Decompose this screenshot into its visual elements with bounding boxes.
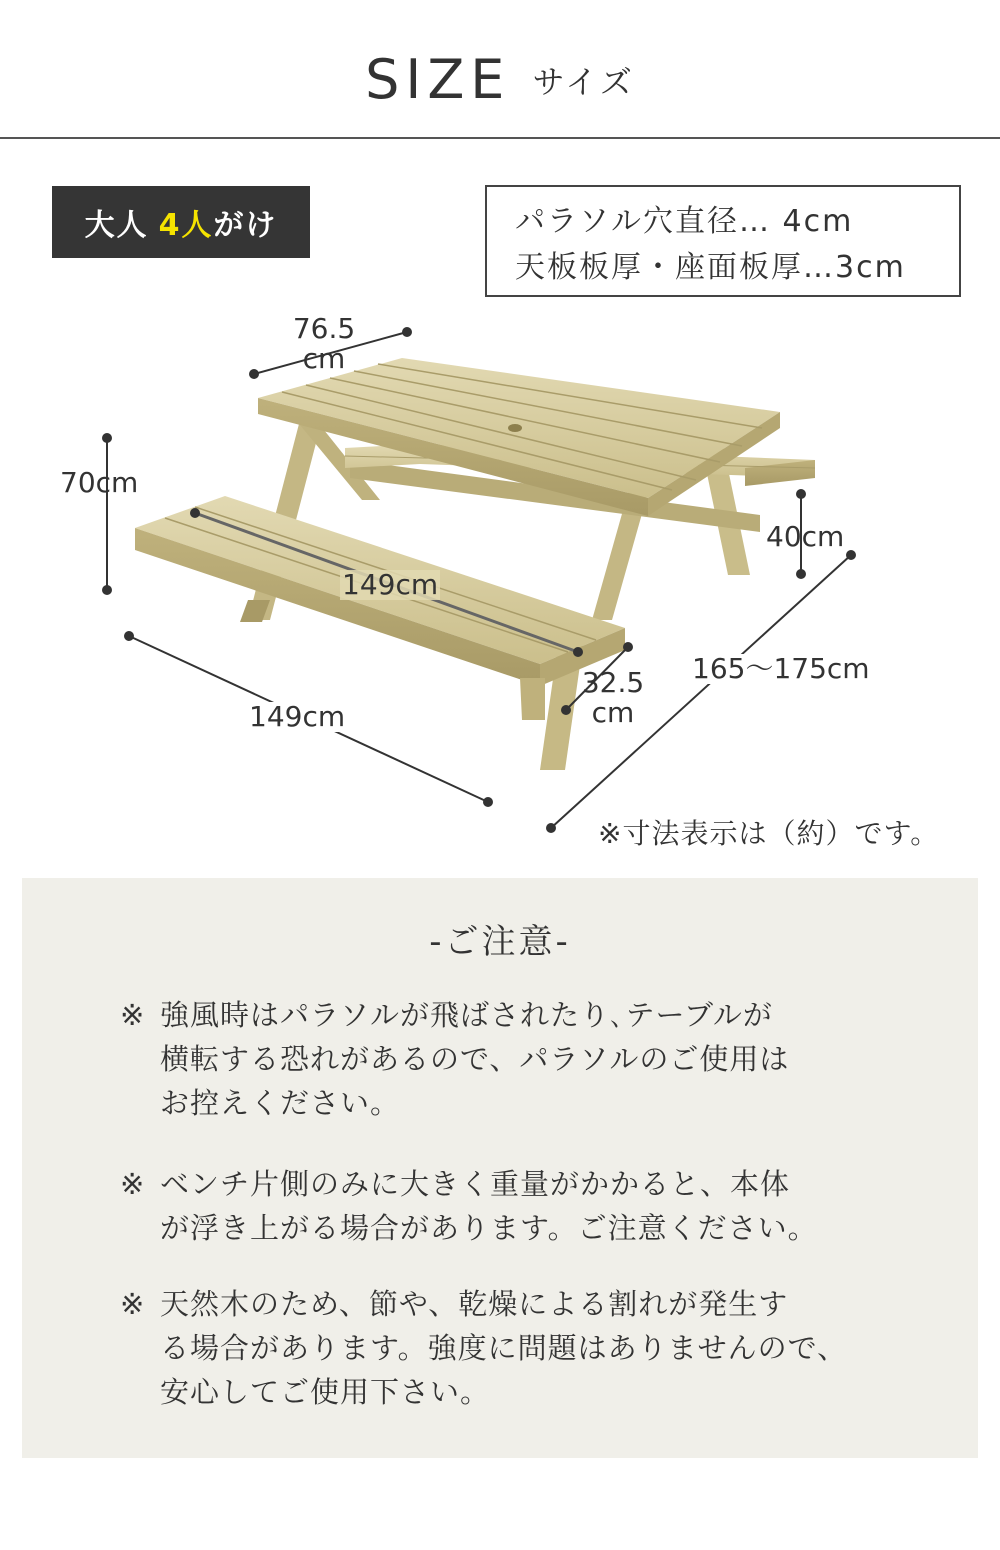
capacity-badge <box>52 186 310 258</box>
page-title: SIZE <box>365 48 511 111</box>
badge-prefix: 大人 <box>84 208 149 243</box>
caution-panel <box>22 878 978 1458</box>
header-divider <box>0 137 1000 139</box>
caution-mark: ※ <box>120 1167 146 1201</box>
caution-item: ※ ベンチ片側のみに大きく重量がかかると、本体 が浮き上がる場合があります。ご注意ください。 <box>120 1162 900 1250</box>
caution-item: ※ 天然木のため、節や、乾燥による割れが発生す る場合があります。強度に問題はありませんので、 安心してご使用下さい。 <box>120 1282 900 1414</box>
dim-total-width: 165～175cm <box>688 654 874 684</box>
caution-mark: ※ <box>120 998 146 1032</box>
spec-box <box>485 185 961 297</box>
dim-bench-length: 149cm <box>342 568 439 601</box>
picnic-table-illustration <box>0 300 1000 860</box>
dim-bench-height: 40cm <box>766 520 845 553</box>
front-bench <box>135 496 625 720</box>
dim-bench-depth: 32.5 cm <box>581 666 645 729</box>
dim-table-depth: 76.5 cm <box>292 312 356 375</box>
spec-parasol-hole: パラソル穴直径… 4cm <box>515 204 854 239</box>
caution-item: ※ 強風時はパラソルが飛ばされたり､テーブルが 横転する恐れがあるので、パラソルのご使用は お控えください。 <box>120 993 900 1125</box>
badge-count: 4人 <box>158 208 214 243</box>
page-subtitle: サイズ <box>532 62 635 101</box>
page-header <box>0 48 1000 111</box>
dim-table-length: 149cm <box>245 702 349 732</box>
dim-table-height: 70cm <box>60 466 139 499</box>
caution-title: -ご注意- <box>429 922 571 962</box>
badge-suffix: がけ <box>213 208 278 243</box>
caution-mark: ※ <box>120 1287 146 1321</box>
dimension-footnote: ※寸法表示は（約）です。 <box>598 817 940 850</box>
spec-board-thickness: 天板板厚・座面板厚…3cm <box>515 250 906 285</box>
